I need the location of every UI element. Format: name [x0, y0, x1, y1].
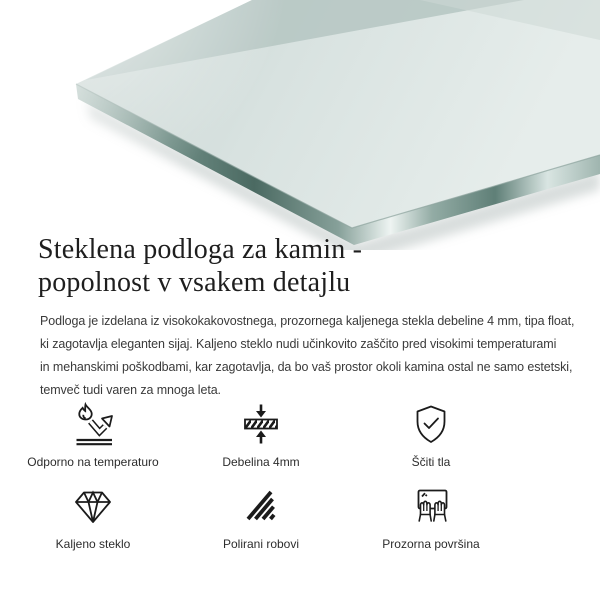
product-description [40, 310, 585, 402]
feature-item-tempered-glass [56, 484, 131, 552]
hands-surface-icon [409, 484, 453, 528]
feature-label: Odporno na temperaturo [27, 455, 159, 469]
heat-resistant-icon [71, 402, 115, 446]
page-title-line-1: Steklena podloga za kamin - [38, 234, 363, 265]
feature-item-heat [27, 402, 158, 470]
feature-label: Prozorna površina [382, 537, 480, 551]
feature-label: Polirani robovi [222, 537, 300, 551]
feature-label: Debelina 4mm [222, 455, 300, 469]
feature-grid [0, 402, 526, 552]
diamond-icon [71, 484, 115, 528]
feature-label: Ščiti tla [411, 455, 451, 469]
feature-item-thickness [222, 402, 299, 470]
feature-item-polished-edges [223, 484, 299, 552]
description-line: in mehanskimi poškodbami, kar zagotavlja, da bo vaš prostor okoli kamina ostal ne samo estetski, [40, 360, 573, 374]
page-title-line-2: popolnost v vsakem detajlu [38, 267, 351, 298]
description-line: Podloga je izdelana iz visokokakovostnega, prozornega kaljenega stekla debeline 4 mm, tipa float, [40, 314, 575, 328]
hero-glass-photo [0, 0, 600, 250]
thickness-icon [239, 402, 283, 446]
glass-sheet-illustration [0, 0, 600, 250]
polished-edges-icon [239, 484, 283, 528]
feature-item-transparent-surface [382, 484, 479, 552]
description-line: temveč tudi varen za mnoga leta. [40, 383, 221, 397]
page-title [38, 233, 518, 299]
shield-check-icon [409, 402, 453, 446]
feature-label: Kaljeno steklo [55, 537, 131, 551]
feature-item-protects-floor [409, 402, 453, 470]
description-line: ki zagotavlja eleganten sijaj. Kaljeno steklo nudi učinkovito zaščito pred visokimi temperaturami [40, 337, 557, 351]
